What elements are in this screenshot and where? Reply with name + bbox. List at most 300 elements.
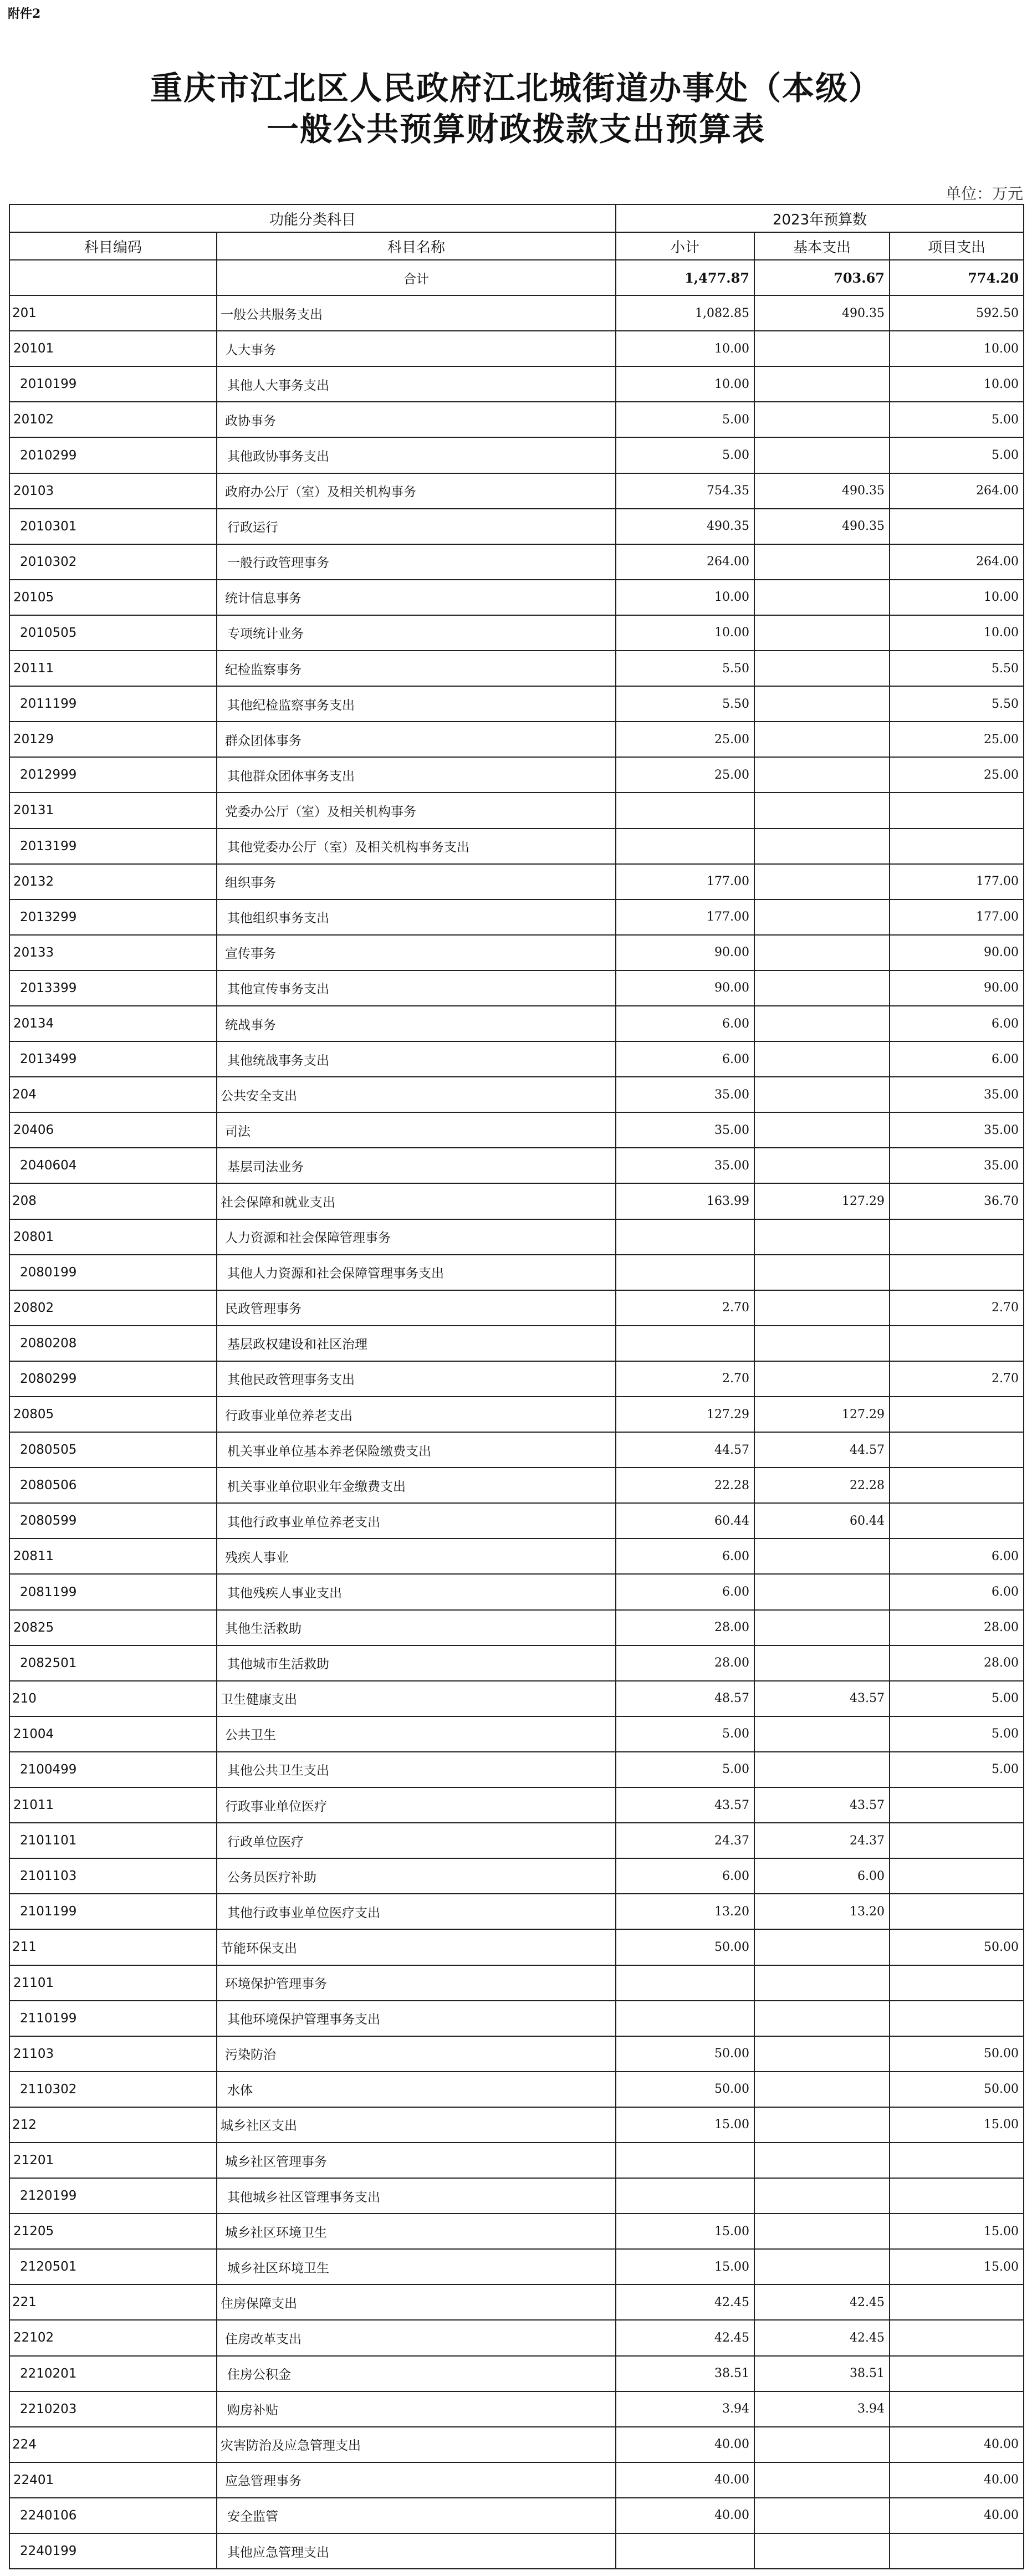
row-name: 其他人大事务支出 <box>217 366 616 402</box>
table-row <box>9 2533 1024 2569</box>
row-subtotal: 10.00 <box>616 366 754 402</box>
total-basic: 703.67 <box>754 260 890 295</box>
table-row <box>9 1929 1024 1965</box>
row-subtotal: 5.00 <box>616 1716 754 1752</box>
row-project: 15.00 <box>890 2107 1024 2143</box>
row-name: 灾害防治及应急管理支出 <box>217 2427 616 2462</box>
row-project: 25.00 <box>890 722 1024 757</box>
row-subtotal <box>616 2143 754 2178</box>
row-project: 25.00 <box>890 757 1024 793</box>
row-name: 其他城市生活救助 <box>217 1645 616 1681</box>
row-project <box>890 1219 1024 1255</box>
table-row <box>9 2107 1024 2143</box>
row-project: 5.00 <box>890 402 1024 437</box>
row-subtotal <box>616 1965 754 2001</box>
row-project: 5.00 <box>890 1681 1024 1716</box>
table-row <box>9 437 1024 473</box>
row-basic <box>754 1041 890 1077</box>
table-row <box>9 1148 1024 1183</box>
table-row <box>9 473 1024 509</box>
row-code: 224 <box>9 2427 217 2462</box>
row-subtotal: 6.00 <box>616 1041 754 1077</box>
row-basic <box>754 544 890 580</box>
row-basic: 44.57 <box>754 1432 890 1468</box>
row-name: 住房保障支出 <box>217 2284 616 2320</box>
row-code: 22401 <box>9 2462 217 2498</box>
total-subtotal: 1,477.87 <box>616 260 754 295</box>
header-project: 项目支出 <box>890 232 1024 260</box>
row-name: 党委办公厅（室）及相关机构事务 <box>217 793 616 828</box>
row-code: 2210203 <box>9 2391 217 2427</box>
row-name: 机关事业单位基本养老保险缴费支出 <box>217 1432 616 1468</box>
row-project: 264.00 <box>890 473 1024 509</box>
row-code: 22102 <box>9 2320 217 2355</box>
table-row <box>9 1645 1024 1681</box>
row-subtotal: 127.29 <box>616 1397 754 1432</box>
row-code: 2011199 <box>9 686 217 722</box>
row-subtotal <box>616 2178 754 2214</box>
row-subtotal: 43.57 <box>616 1787 754 1823</box>
row-project: 40.00 <box>890 2427 1024 2462</box>
row-code: 2013499 <box>9 1041 217 1077</box>
table-row <box>9 1965 1024 2001</box>
table-row <box>9 1290 1024 1326</box>
row-basic <box>754 2107 890 2143</box>
row-subtotal: 90.00 <box>616 935 754 970</box>
table-row <box>9 2143 1024 2178</box>
row-subtotal: 35.00 <box>616 1077 754 1112</box>
table-row <box>9 1432 1024 1468</box>
row-code: 2120501 <box>9 2249 217 2284</box>
row-code: 2010505 <box>9 615 217 651</box>
row-basic <box>754 1574 890 1609</box>
table-row <box>9 722 1024 757</box>
row-basic: 3.94 <box>754 2391 890 2427</box>
row-subtotal: 13.20 <box>616 1894 754 1929</box>
row-basic: 13.20 <box>754 1894 890 1929</box>
row-name: 政协事务 <box>217 402 616 437</box>
row-subtotal: 2.70 <box>616 1361 754 1397</box>
row-project: 6.00 <box>890 1006 1024 1041</box>
row-name: 其他应急管理支出 <box>217 2533 616 2569</box>
header-budget-group: 2023年预算数 <box>616 205 1024 232</box>
row-project <box>890 509 1024 544</box>
row-name: 其他组织事务支出 <box>217 899 616 935</box>
row-basic <box>754 615 890 651</box>
row-subtotal: 24.37 <box>616 1823 754 1858</box>
row-basic <box>754 1539 890 1574</box>
row-name: 城乡社区管理事务 <box>217 2143 616 2178</box>
row-code: 2101103 <box>9 1858 217 1894</box>
row-subtotal: 28.00 <box>616 1610 754 1645</box>
row-subtotal: 2.70 <box>616 1290 754 1326</box>
row-code: 2012999 <box>9 757 217 793</box>
row-subtotal: 50.00 <box>616 2072 754 2107</box>
row-basic <box>754 722 890 757</box>
row-code: 2082501 <box>9 1645 217 1681</box>
table-row <box>9 2320 1024 2355</box>
row-name: 行政事业单位医疗 <box>217 1787 616 1823</box>
row-project: 10.00 <box>890 615 1024 651</box>
row-project <box>890 1858 1024 1894</box>
row-basic: 127.29 <box>754 1397 890 1432</box>
row-code: 2110199 <box>9 2001 217 2036</box>
row-subtotal: 15.00 <box>616 2107 754 2143</box>
row-name: 住房改革支出 <box>217 2320 616 2355</box>
row-project: 5.50 <box>890 686 1024 722</box>
row-code: 2080505 <box>9 1432 217 1468</box>
row-project <box>890 1894 1024 1929</box>
row-basic <box>754 402 890 437</box>
row-subtotal <box>616 793 754 828</box>
table-row <box>9 2462 1024 2498</box>
row-code: 2010299 <box>9 437 217 473</box>
row-code: 2013299 <box>9 899 217 935</box>
table-row <box>9 295 1024 331</box>
row-subtotal: 60.44 <box>616 1503 754 1539</box>
row-basic <box>754 1965 890 2001</box>
row-basic <box>754 1361 890 1397</box>
table-row <box>9 1468 1024 1503</box>
row-subtotal: 40.00 <box>616 2498 754 2533</box>
table-row <box>9 793 1024 828</box>
row-subtotal: 6.00 <box>616 1574 754 1609</box>
row-subtotal: 50.00 <box>616 1929 754 1965</box>
row-subtotal <box>616 2001 754 2036</box>
row-code: 21201 <box>9 2143 217 2178</box>
row-subtotal: 3.94 <box>616 2391 754 2427</box>
row-code: 20406 <box>9 1112 217 1148</box>
row-code: 20133 <box>9 935 217 970</box>
row-basic <box>754 331 890 366</box>
row-project: 592.50 <box>890 295 1024 331</box>
row-project: 2.70 <box>890 1290 1024 1326</box>
row-project: 6.00 <box>890 1041 1024 1077</box>
row-code: 20105 <box>9 580 217 615</box>
row-subtotal: 40.00 <box>616 2462 754 2498</box>
row-subtotal: 5.50 <box>616 651 754 686</box>
row-name: 其他群众团体事务支出 <box>217 757 616 793</box>
row-name: 行政运行 <box>217 509 616 544</box>
table-row <box>9 1326 1024 1361</box>
row-basic <box>754 580 890 615</box>
table-row <box>9 1716 1024 1752</box>
row-project: 5.00 <box>890 1716 1024 1752</box>
row-code: 2101199 <box>9 1894 217 1929</box>
row-name: 公务员医疗补助 <box>217 1858 616 1894</box>
row-name: 应急管理事务 <box>217 2462 616 2498</box>
row-project <box>890 2143 1024 2178</box>
table-row <box>9 580 1024 615</box>
row-project <box>890 2320 1024 2355</box>
row-name: 行政单位医疗 <box>217 1823 616 1858</box>
row-basic: 24.37 <box>754 1823 890 1858</box>
row-code: 20802 <box>9 1290 217 1326</box>
row-basic <box>754 1006 890 1041</box>
row-code: 210 <box>9 1681 217 1716</box>
row-basic <box>754 1716 890 1752</box>
row-basic <box>754 1255 890 1290</box>
row-basic <box>754 1219 890 1255</box>
row-project: 35.00 <box>890 1077 1024 1112</box>
row-subtotal: 25.00 <box>616 722 754 757</box>
table-row <box>9 331 1024 366</box>
row-project: 35.00 <box>890 1112 1024 1148</box>
header-code: 科目编码 <box>9 232 217 260</box>
row-basic <box>754 2072 890 2107</box>
table-row <box>9 1894 1024 1929</box>
table-row <box>9 1077 1024 1112</box>
table-row <box>9 1112 1024 1148</box>
row-subtotal: 25.00 <box>616 757 754 793</box>
row-name: 水体 <box>217 2072 616 2107</box>
document-title-line2: 一般公共预算财政拨款支出预算表 <box>266 110 765 148</box>
row-project <box>890 1787 1024 1823</box>
row-code: 20129 <box>9 722 217 757</box>
header-name: 科目名称 <box>217 232 616 260</box>
row-name: 城乡社区支出 <box>217 2107 616 2143</box>
row-basic <box>754 651 890 686</box>
row-subtotal <box>616 1255 754 1290</box>
row-name: 专项统计业务 <box>217 615 616 651</box>
row-basic <box>754 829 890 864</box>
row-project: 2.70 <box>890 1361 1024 1397</box>
row-name: 城乡社区环境卫生 <box>217 2249 616 2284</box>
row-project: 90.00 <box>890 935 1024 970</box>
row-name: 一般行政管理事务 <box>217 544 616 580</box>
table-row <box>9 1361 1024 1397</box>
total-code <box>9 260 217 295</box>
row-name: 公共卫生 <box>217 1716 616 1752</box>
table-row <box>9 1574 1024 1609</box>
row-code: 2120199 <box>9 2178 217 2214</box>
row-name: 群众团体事务 <box>217 722 616 757</box>
row-project: 10.00 <box>890 331 1024 366</box>
row-code: 20805 <box>9 1397 217 1432</box>
row-subtotal: 177.00 <box>616 864 754 899</box>
row-basic <box>754 2036 890 2072</box>
row-subtotal: 10.00 <box>616 580 754 615</box>
row-name: 统战事务 <box>217 1006 616 1041</box>
row-basic <box>754 2533 890 2569</box>
row-project <box>890 2001 1024 2036</box>
row-name: 城乡社区环境卫生 <box>217 2214 616 2249</box>
row-code: 2080506 <box>9 1468 217 1503</box>
row-name: 其他宣传事务支出 <box>217 970 616 1006</box>
row-project: 35.00 <box>890 1148 1024 1183</box>
row-name: 其他纪检监察事务支出 <box>217 686 616 722</box>
row-name: 公共安全支出 <box>217 1077 616 1112</box>
row-project: 90.00 <box>890 970 1024 1006</box>
row-subtotal: 5.00 <box>616 1752 754 1787</box>
row-code: 21103 <box>9 2036 217 2072</box>
row-project: 5.00 <box>890 437 1024 473</box>
table-row <box>9 1610 1024 1645</box>
row-name: 其他人力资源和社会保障管理事务支出 <box>217 1255 616 1290</box>
row-basic: 43.57 <box>754 1787 890 1823</box>
row-name: 其他残疾人事业支出 <box>217 1574 616 1609</box>
row-project: 6.00 <box>890 1539 1024 1574</box>
table-row <box>9 1858 1024 1894</box>
row-basic: 43.57 <box>754 1681 890 1716</box>
table-row <box>9 2001 1024 2036</box>
row-code: 2100499 <box>9 1752 217 1787</box>
row-subtotal <box>616 829 754 864</box>
row-basic: 42.45 <box>754 2284 890 2320</box>
table-row <box>9 757 1024 793</box>
row-basic <box>754 366 890 402</box>
row-project: 15.00 <box>890 2249 1024 2284</box>
row-basic <box>754 935 890 970</box>
row-basic <box>754 2498 890 2533</box>
row-subtotal: 28.00 <box>616 1645 754 1681</box>
row-project <box>890 1468 1024 1503</box>
row-name: 社会保障和就业支出 <box>217 1183 616 1219</box>
row-code: 204 <box>9 1077 217 1112</box>
row-code: 20131 <box>9 793 217 828</box>
row-subtotal: 5.00 <box>616 437 754 473</box>
row-subtotal: 42.45 <box>616 2320 754 2355</box>
row-basic <box>754 1077 890 1112</box>
table-row <box>9 2356 1024 2391</box>
table-row <box>9 1752 1024 1787</box>
header-subtotal: 小计 <box>616 232 754 260</box>
table-row <box>9 1539 1024 1574</box>
row-project <box>890 2284 1024 2320</box>
table-row <box>9 366 1024 402</box>
table-row <box>9 1006 1024 1041</box>
attachment-label: 附件2 <box>8 7 41 21</box>
table-row <box>9 509 1024 544</box>
row-code: 20132 <box>9 864 217 899</box>
row-subtotal: 15.00 <box>616 2214 754 2249</box>
row-subtotal <box>616 1219 754 1255</box>
row-project: 28.00 <box>890 1645 1024 1681</box>
table-row <box>9 2072 1024 2107</box>
row-project <box>890 1397 1024 1432</box>
row-subtotal: 177.00 <box>616 899 754 935</box>
table-row <box>9 2178 1024 2214</box>
row-project: 40.00 <box>890 2498 1024 2533</box>
row-subtotal: 22.28 <box>616 1468 754 1503</box>
row-project: 5.00 <box>890 1752 1024 1787</box>
row-basic <box>754 2143 890 2178</box>
row-code: 20102 <box>9 402 217 437</box>
row-code: 20825 <box>9 1610 217 1645</box>
row-subtotal: 6.00 <box>616 1858 754 1894</box>
row-code: 221 <box>9 2284 217 2320</box>
row-name: 其他公共卫生支出 <box>217 1752 616 1787</box>
row-project: 28.00 <box>890 1610 1024 1645</box>
row-code: 2010302 <box>9 544 217 580</box>
row-code: 211 <box>9 1929 217 1965</box>
document-title-line1: 重庆市江北区人民政府江北城街道办事处（本级） <box>150 69 882 107</box>
row-name: 基层政权建设和社区治理 <box>217 1326 616 1361</box>
total-project: 774.20 <box>890 260 1024 295</box>
row-name: 残疾人事业 <box>217 1539 616 1574</box>
row-project <box>890 1965 1024 2001</box>
row-name: 纪检监察事务 <box>217 651 616 686</box>
row-name: 购房补贴 <box>217 2391 616 2427</box>
row-code: 2080299 <box>9 1361 217 1397</box>
row-basic <box>754 2462 890 2498</box>
row-name: 其他党委办公厅（室）及相关机构事务支出 <box>217 829 616 864</box>
table-row <box>9 2427 1024 2462</box>
table-body <box>9 260 1024 2569</box>
row-name: 统计信息事务 <box>217 580 616 615</box>
row-basic: 490.35 <box>754 473 890 509</box>
row-name: 其他环境保护管理事务支出 <box>217 2001 616 2036</box>
table-row <box>9 2214 1024 2249</box>
budget-table <box>9 204 1024 2569</box>
row-name: 司法 <box>217 1112 616 1148</box>
row-name: 人大事务 <box>217 331 616 366</box>
row-subtotal: 5.00 <box>616 402 754 437</box>
row-code: 20101 <box>9 331 217 366</box>
table-row <box>9 544 1024 580</box>
table-row <box>9 1787 1024 1823</box>
row-project: 50.00 <box>890 2072 1024 2107</box>
row-subtotal: 10.00 <box>616 615 754 651</box>
row-name: 政府办公厅（室）及相关机构事务 <box>217 473 616 509</box>
row-basic <box>754 757 890 793</box>
row-basic <box>754 793 890 828</box>
row-subtotal: 6.00 <box>616 1539 754 1574</box>
row-name: 其他政协事务支出 <box>217 437 616 473</box>
table-row <box>9 2036 1024 2072</box>
row-name: 住房公积金 <box>217 2356 616 2391</box>
row-project <box>890 2533 1024 2569</box>
row-code: 2010301 <box>9 509 217 544</box>
row-basic <box>754 1929 890 1965</box>
table-row <box>9 970 1024 1006</box>
row-project <box>890 793 1024 828</box>
row-name: 其他行政事业单位养老支出 <box>217 1503 616 1539</box>
row-project: 264.00 <box>890 544 1024 580</box>
row-basic <box>754 1148 890 1183</box>
table-row <box>9 2391 1024 2427</box>
table-row <box>9 1219 1024 1255</box>
row-subtotal: 42.45 <box>616 2284 754 2320</box>
row-basic <box>754 437 890 473</box>
row-code: 20811 <box>9 1539 217 1574</box>
row-code: 20103 <box>9 473 217 509</box>
row-name: 基层司法业务 <box>217 1148 616 1183</box>
table-row <box>9 1681 1024 1716</box>
row-subtotal: 38.51 <box>616 2356 754 2391</box>
row-name: 人力资源和社会保障管理事务 <box>217 1219 616 1255</box>
row-subtotal: 1,082.85 <box>616 295 754 331</box>
header-basic: 基本支出 <box>754 232 890 260</box>
row-project: 5.50 <box>890 651 1024 686</box>
row-basic <box>754 1290 890 1326</box>
row-name: 组织事务 <box>217 864 616 899</box>
table-row <box>9 1397 1024 1432</box>
row-code: 21004 <box>9 1716 217 1752</box>
row-project: 177.00 <box>890 864 1024 899</box>
row-project <box>890 2178 1024 2214</box>
row-subtotal: 48.57 <box>616 1681 754 1716</box>
row-project <box>890 2391 1024 2427</box>
row-basic: 22.28 <box>754 1468 890 1503</box>
row-name: 环境保护管理事务 <box>217 1965 616 2001</box>
row-basic: 6.00 <box>754 1858 890 1894</box>
row-project: 36.70 <box>890 1183 1024 1219</box>
row-basic: 42.45 <box>754 2320 890 2355</box>
row-subtotal: 490.35 <box>616 509 754 544</box>
row-project <box>890 1255 1024 1290</box>
row-basic <box>754 2178 890 2214</box>
